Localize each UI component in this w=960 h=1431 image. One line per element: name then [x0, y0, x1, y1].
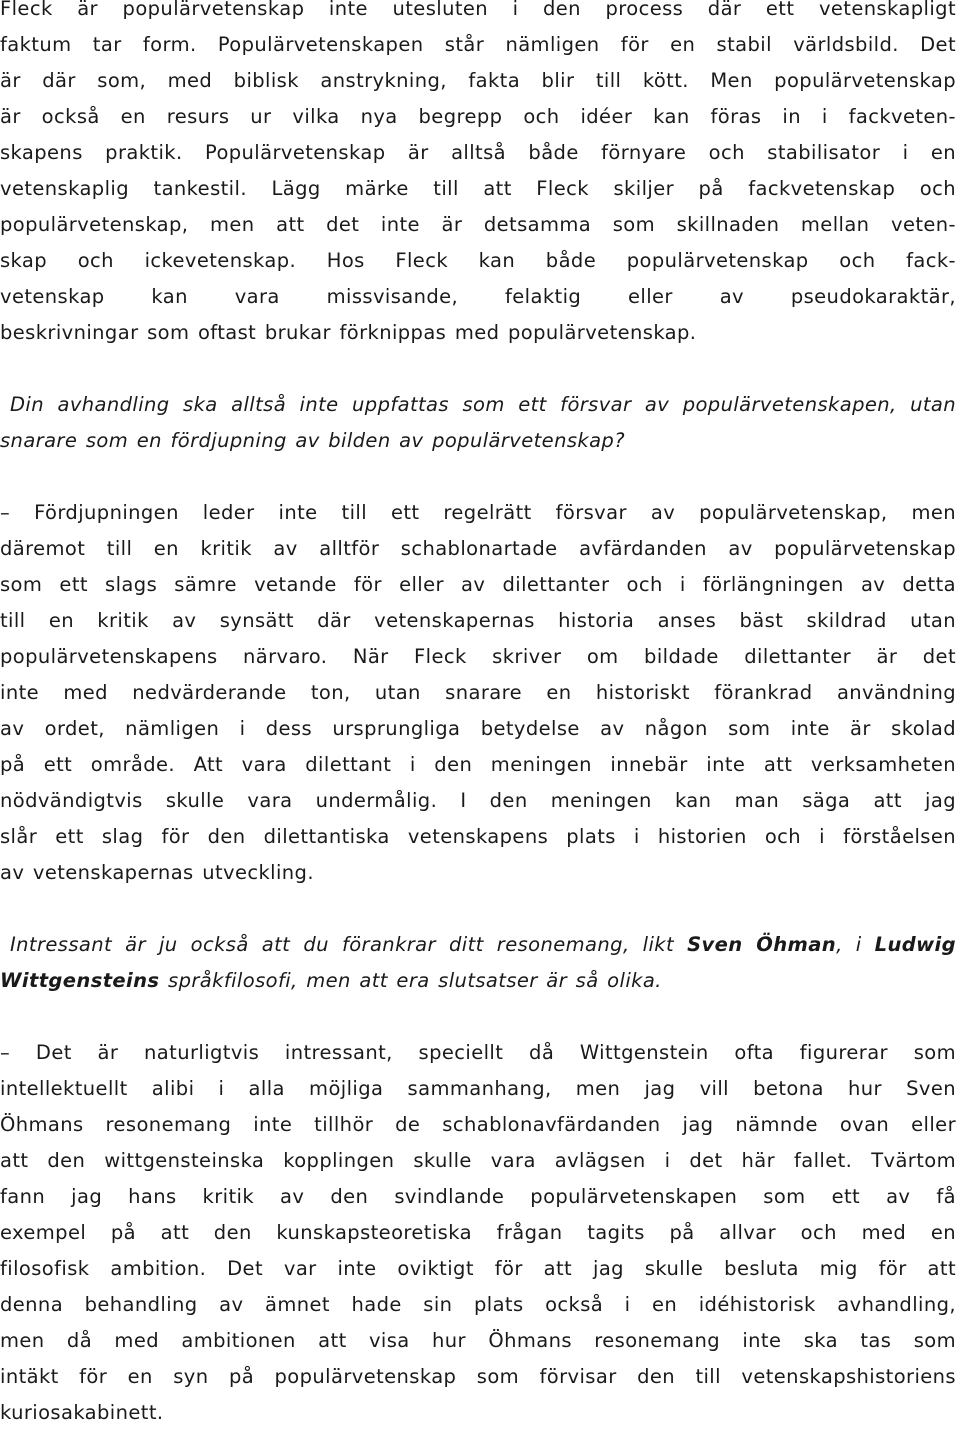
- interview-answer: [0, 1035, 956, 1431]
- text-line: exempel på att den kunskapsteoretiska frågan tagits på allvar och med en: [0, 1221, 956, 1244]
- text-line: [0, 963, 956, 999]
- interview-question: [0, 927, 956, 999]
- text-line: till en kritik av synsätt där vetenskapernas historia anses bäst skildrad utan: [0, 609, 956, 632]
- text-segment: Intressant är ju också att du förankrar ditt resonemang, likt: [10, 933, 688, 956]
- text-line: Fleck är populärvetenskap inte utesluten i den process där ett vetenskapligt: [0, 0, 956, 20]
- text-line: faktum tar form. Populärvetenskapen står nämligen för en stabil världsbild. Det: [0, 33, 956, 56]
- interview-answer: [0, 0, 956, 351]
- text-line: skapens praktik. Populärvetenskap är alltså både förnyare och stabilisator i en: [0, 141, 956, 164]
- text-line: skap och ickevetenskap. Hos Fleck kan både populärvetenskap och fack-: [0, 249, 956, 272]
- text-line: inte med nedvärderande ton, utan snarare en historiskt förankrad användning: [0, 681, 956, 704]
- text-line: – Fördjupningen leder inte till ett regelrätt försvar av populärvetenskap, men: [0, 501, 956, 524]
- text-line: snarare som en fördjupning av bilden av populärvetenskap?: [0, 429, 625, 452]
- interview-answer: [0, 495, 956, 891]
- text-line: – Det är naturligtvis intressant, speciellt då Wittgenstein ofta figurerar som: [0, 1041, 956, 1064]
- text-segment: , i: [836, 933, 875, 956]
- text-line: beskrivningar som oftast brukar förknippas med populärvetenskap.: [0, 321, 697, 344]
- text-line: [0, 927, 956, 963]
- name-highlight: Sven Öhman: [687, 933, 837, 956]
- text-line: populärvetenskap, men att det inte är detsamma som skillnaden mellan veten-: [0, 213, 956, 236]
- name-highlight: Ludwig: [874, 933, 956, 956]
- text-line: på ett område. Att vara dilettant i den meningen innebär inte att verksamheten: [0, 753, 956, 776]
- text-line: filosofisk ambition. Det var inte oviktigt för att jag skulle besluta mig för att: [0, 1257, 956, 1280]
- text-line: är där som, med biblisk anstrykning, fakta blir till kött. Men populärvetenskap: [0, 69, 956, 92]
- text-line: vetenskap kan vara missvisande, felaktig eller av pseudokaraktär,: [0, 285, 956, 308]
- text-segment: språkfilosofi, men att era slutsatser är så olika.: [159, 969, 662, 992]
- text-line: intellektuellt alibi i alla möjliga sammanhang, men jag vill betona hur Sven: [0, 1077, 956, 1100]
- text-line: av vetenskapernas utveckling.: [0, 861, 314, 884]
- text-line: men då med ambitionen att visa hur Öhmans resonemang inte ska tas som: [0, 1329, 956, 1352]
- text-line: nödvändigtvis skulle vara undermålig. I den meningen kan man säga att jag: [0, 789, 956, 812]
- interview-question: [0, 387, 956, 459]
- text-line: fann jag hans kritik av den svindlande populärvetenskapen som ett av få: [0, 1185, 956, 1208]
- text-line: däremot till en kritik av alltför schablonartade avfärdanden av populärvetenskap: [0, 537, 956, 560]
- name-highlight: Wittgensteins: [0, 969, 160, 992]
- text-line: Öhmans resonemang inte tillhör de schablonavfärdanden jag nämnde ovan eller: [0, 1113, 956, 1136]
- text-line: vetenskaplig tankestil. Lägg märke till att Fleck skiljer på fackvetenskap och: [0, 177, 956, 200]
- text-line: kuriosakabinett.: [0, 1401, 164, 1424]
- text-line: av ordet, nämligen i dess ursprungliga betydelse av någon som inte är skolad: [0, 717, 956, 740]
- text-line: att den wittgensteinska kopplingen skulle vara avlägsen i det här fallet. Tvärtom: [0, 1149, 956, 1172]
- text-line: är också en resurs ur vilka nya begrepp och idéer kan föras in i fackveten-: [0, 105, 956, 128]
- text-line: Din avhandling ska alltså inte uppfattas som ett försvar av populärvetenskapen, utan: [10, 393, 956, 416]
- text-line: populärvetenskapens närvaro. När Fleck skriver om bildade dilettanter är det: [0, 645, 956, 668]
- text-line: slår ett slag för den dilettantiska vetenskapens plats i historien och i förståelsen: [0, 825, 956, 848]
- text-line: som ett slags sämre vetande för eller av dilettanter och i förlängningen av detta: [0, 573, 956, 596]
- text-line: denna behandling av ämnet hade sin plats också i en idéhistorisk avhandling,: [0, 1293, 956, 1316]
- text-line: intäkt för en syn på populärvetenskap som förvisar den till vetenskapshistoriens: [0, 1365, 956, 1388]
